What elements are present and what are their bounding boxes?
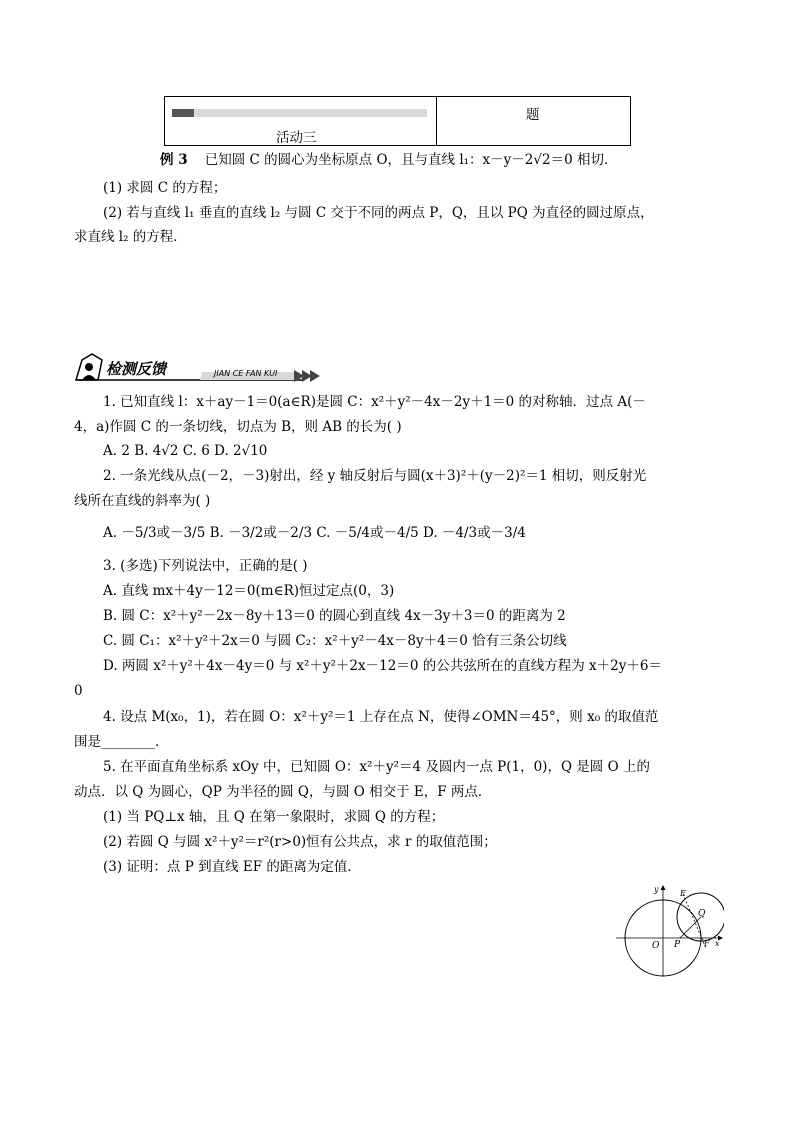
p3-option-b: B. 圆 C：x²＋y²－2x－8y＋13＝0 的圆心到直线 4x－3y＋3＝0 的距离为 2	[103, 608, 566, 624]
label-q: Q	[698, 909, 706, 919]
p4-line1: 4. 设点 M(x₀，1)，若在圆 O：x²＋y²＝1 上存在点 N，使得∠OMN＝45°，则 x₀ 的取值范	[103, 709, 659, 725]
label-p: P	[674, 940, 681, 950]
p5-line2: 动点．以 Q 为圆心，QP 为半径的圆 Q，与圆 O 相交于 E，F 两点．	[74, 784, 492, 800]
p3-line1: 3. (多选)下列说法中，正确的是( )	[103, 558, 308, 574]
example-label: 例 3	[160, 152, 188, 168]
section-title: 检测反馈	[106, 360, 167, 378]
p3-option-a: A. 直线 mx＋4y－12＝0(m∈R)恒过定点(0，3)	[103, 583, 395, 599]
p1-options: A. 2 B. 4√2 C. 6 D. 2√10	[103, 443, 268, 459]
progress-bar-dark	[172, 109, 194, 117]
label-y: y	[654, 885, 659, 894]
label-e: E	[680, 889, 686, 898]
p4-line2: 围是________．	[74, 734, 169, 750]
progress-bar-light	[194, 109, 427, 117]
p2-line1: 2. 一条光线从点(－2，－3)射出，经 y 轴反射后与圆(x＋3)²＋(y－2)²＝1 相切，则反射光	[103, 468, 647, 484]
p3-option-d-line2: 0	[74, 683, 83, 699]
example-q2-line2: 求直线 l₂ 的方程．	[74, 229, 187, 245]
title-cell	[437, 97, 631, 146]
example-q2-line1: (2) 若与直线 l₁ 垂直的直线 l₂ 与圆 C 交于不同的两点 P，Q，且以 PQ 为直径的圆过原点，	[103, 205, 654, 221]
section-pinyin: JIAN CE FAN KUI	[214, 369, 278, 378]
activity-cell	[165, 97, 437, 146]
segment-pq	[680, 917, 701, 938]
circle-figure	[612, 882, 724, 978]
p1-line2: 4，a)作圆 C 的一条切线，切点为 B，则 AB 的长为( )	[74, 419, 402, 435]
example-3-line	[160, 150, 617, 170]
p5-q3: (3) 证明：点 P 到直线 EF 的距离为定值．	[103, 859, 361, 875]
p5-q2: (2) 若圆 Q 与圆 x²＋y²＝r²(r>0)恒有公共点，求 r 的取值范围；	[103, 834, 497, 850]
label-o: O	[652, 941, 660, 951]
label-x: x	[715, 939, 720, 948]
activity-label: 活动三	[276, 130, 317, 146]
p2-options: A. －5/3或－3/5 B. －3/2或－2/3 C. －5/4或－4/5 D. －4/3或－3/4	[103, 525, 526, 541]
person-icon	[85, 363, 93, 371]
label-f: F	[704, 939, 710, 948]
title-label: 题	[526, 107, 540, 123]
p5-q1: (1) 当 PQ⊥x 轴，且 Q 在第一象限时，求圆 Q 的方程；	[103, 809, 445, 825]
p1-line1: 1. 已知直线 l：x＋ay－1＝0(a∈R)是圆 C：x²＋y²－4x－2y＋1＝0 的对称轴．过点 A(－	[103, 394, 646, 410]
p5-line1: 5. 在平面直角坐标系 xOy 中，已知圆 O：x²＋y²＝4 及圆内一点 P(1，0)，Q 是圆 O 上的	[103, 759, 650, 775]
section-header	[72, 352, 322, 384]
p3-option-d-line1: D. 两圆 x²＋y²＋4x－4y＝0 与 x²＋y²＋2x－12＝0 的公共弦所在的直线方程为 x＋2y＋6＝	[103, 658, 662, 674]
p3-option-c: C. 圆 C₁：x²＋y²＋2x＝0 与圆 C₂：x²＋y²－4x－8y＋4＝0 恰有三条公切线	[103, 633, 567, 649]
example-stem: 已知圆 C 的圆心为坐标原点 O，且与直线 l₁：x－y－2√2＝0 相切．	[204, 152, 618, 168]
example-q1: (1) 求圆 C 的方程；	[103, 180, 227, 196]
p2-line2: 线所在直线的斜率为( )	[74, 493, 211, 509]
activity-header-table	[164, 96, 631, 146]
